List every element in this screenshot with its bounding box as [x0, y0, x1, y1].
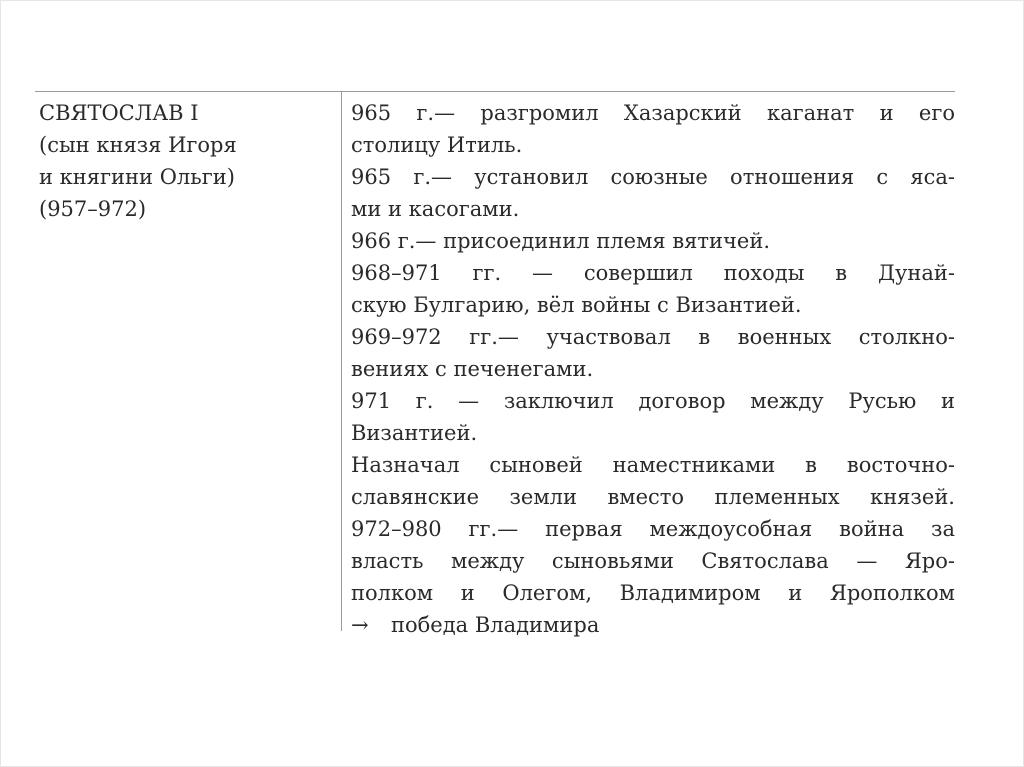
ruler-cell: [39, 97, 329, 225]
event-line: Назначал сыновей наместниками в восточно-: [351, 453, 955, 477]
event-line: 971 г. — заключил договор между Русью и: [351, 389, 955, 413]
event-line: Византией.: [351, 421, 478, 445]
event-line-outcome: [351, 609, 955, 641]
outcome-text: победа Владимира: [391, 613, 600, 637]
event-line: 965 г.— установил союзные отношения с яса-: [351, 165, 955, 189]
event-line: столицу Итиль.: [351, 133, 523, 157]
event-line: вениях с печенегами.: [351, 357, 594, 381]
event-line: 965 г.— разгромил Хазарский каганат и его: [351, 101, 955, 125]
event-line: полком и Олегом, Владимиром и Ярополком: [351, 581, 955, 605]
event-line: 972–980 гг.— первая междоусобная война за: [351, 517, 955, 541]
event-line: скую Булгарию, вёл войны с Византией.: [351, 293, 802, 317]
ruler-reign-years: (957–972): [39, 197, 147, 221]
ruler-parent-line-1: (сын князя Игоря: [39, 133, 237, 157]
ruler-parent-line-2: и княгини Ольги): [39, 165, 235, 189]
events-cell: [351, 97, 955, 641]
event-line: 966 г.— присоединил племя вятичей.: [351, 229, 771, 253]
event-line: славянские земли вместо племенных князей.: [351, 485, 955, 509]
event-line: власть между сыновьями Святослава — Яро-: [351, 549, 955, 573]
event-line: 969–972 гг.— участвовал в военных столкно-: [351, 325, 955, 349]
table-top-border: [35, 91, 955, 92]
arrow-right-icon: →: [351, 613, 369, 637]
ruler-name: СВЯТОСЛАВ I: [39, 101, 199, 125]
event-line: ми и касогами.: [351, 197, 520, 221]
event-line: 968–971 гг. — совершил походы в Дунай-: [351, 261, 955, 285]
column-divider: [341, 91, 342, 631]
